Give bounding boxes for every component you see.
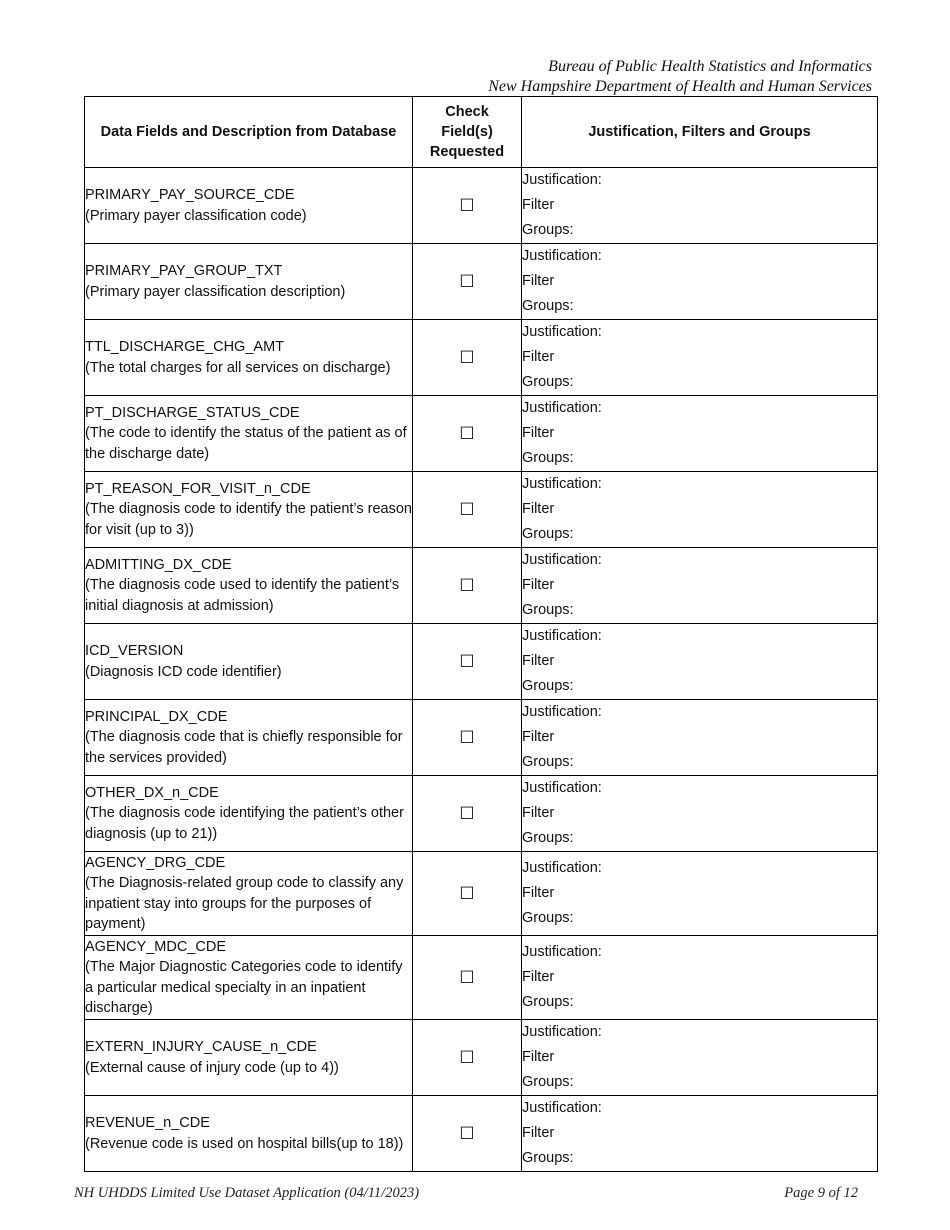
column-header-justification: Justification, Filters and Groups [522,97,878,168]
justification-label: Justification: [522,172,602,188]
field-cell [85,548,413,624]
field-description: (The total charges for all services on discharge) [85,359,391,376]
filter-label: Filter [522,1125,555,1141]
field-name: ICD_VERSION [85,643,184,659]
request-checkbox[interactable]: ☐ [459,651,475,671]
check-cell [413,548,522,624]
request-checkbox[interactable]: ☐ [459,499,475,519]
check-cell [413,472,522,548]
filter-label: Filter [522,273,555,289]
check-cell [413,168,522,244]
groups-label: Groups: [522,830,574,846]
field-description: (The code to identify the status of the patient as of the discharge date) [85,425,407,462]
table-row [85,700,878,776]
table-row [85,244,878,320]
filter-label: Filter [522,969,555,985]
table-row [85,472,878,548]
field-name: AGENCY_DRG_CDE [85,854,226,871]
justification-cell[interactable] [522,700,878,776]
check-cell [413,320,522,396]
check-cell [413,776,522,852]
justification-cell[interactable] [522,396,878,472]
filter-label: Filter [522,885,555,901]
justification-label: Justification: [522,860,602,876]
header-bureau: Bureau of Public Health Statistics and Informatics [548,58,872,75]
field-description: (The diagnosis code identifying the patient’s other diagnosis (up to 21)) [85,805,404,842]
justification-cell[interactable] [522,1020,878,1096]
check-cell [413,1020,522,1096]
field-name: PT_REASON_FOR_VISIT_n_CDE [85,480,311,497]
request-checkbox[interactable]: ☐ [459,883,475,903]
request-checkbox[interactable]: ☐ [459,195,475,215]
justification-label: Justification: [522,704,602,720]
table-row [85,1020,878,1096]
justification-label: Justification: [522,1024,602,1040]
field-description: (The diagnosis code that is chiefly responsible for the services provided) [85,729,403,766]
table-header-row [85,97,878,168]
footer-document-title: NH UHDDS Limited Use Dataset Application (04/11/2023) [74,1185,420,1201]
field-name: AGENCY_MDC_CDE [85,938,226,955]
justification-cell[interactable] [522,1096,878,1172]
groups-label: Groups: [522,602,574,618]
field-name: PRIMARY_PAY_SOURCE_CDE [85,187,295,203]
groups-label: Groups: [522,994,574,1010]
check-cell [413,624,522,700]
table-row [85,1096,878,1172]
request-checkbox[interactable]: ☐ [459,575,475,595]
justification-label: Justification: [522,400,602,416]
field-name: PRIMARY_PAY_GROUP_TXT [85,263,283,279]
justification-cell[interactable] [522,776,878,852]
field-name: PT_DISCHARGE_STATUS_CDE [85,404,300,421]
justification-cell[interactable] [522,936,878,1020]
check-cell [413,244,522,320]
field-name: PRINCIPAL_DX_CDE [85,708,228,725]
field-description: (The diagnosis code to identify the patient’s reason for visit (up to 3)) [85,501,412,538]
request-checkbox[interactable]: ☐ [459,271,475,291]
table-row [85,168,878,244]
justification-cell[interactable] [522,852,878,936]
groups-label: Groups: [522,222,574,238]
field-name: REVENUE_n_CDE [85,1115,210,1131]
column-header-fields: Data Fields and Description from Database [85,97,413,168]
table-row [85,936,878,1020]
request-checkbox[interactable]: ☐ [459,347,475,367]
filter-label: Filter [522,805,555,821]
justification-label: Justification: [522,1100,602,1116]
request-checkbox[interactable]: ☐ [459,967,475,987]
filter-label: Filter [522,501,555,517]
request-checkbox[interactable]: ☐ [459,423,475,443]
table-row [85,624,878,700]
justification-cell[interactable] [522,168,878,244]
groups-label: Groups: [522,1074,574,1090]
justification-label: Justification: [522,628,602,644]
justification-cell[interactable] [522,548,878,624]
justification-label: Justification: [522,476,602,492]
table-row [85,776,878,852]
request-checkbox[interactable]: ☐ [459,1047,475,1067]
request-checkbox[interactable]: ☐ [459,1123,475,1143]
justification-label: Justification: [522,780,602,796]
justification-cell[interactable] [522,320,878,396]
justification-cell[interactable] [522,472,878,548]
justification-label: Justification: [522,324,602,340]
groups-label: Groups: [522,1150,574,1166]
check-cell [413,396,522,472]
justification-label: Justification: [522,944,602,960]
table-row [85,548,878,624]
field-name: ADMITTING_DX_CDE [85,556,232,573]
field-cell [85,396,413,472]
field-description: (Primary payer classification code) [85,207,307,224]
groups-label: Groups: [522,374,574,390]
field-cell [85,936,413,1020]
filter-label: Filter [522,729,555,745]
filter-label: Filter [522,425,555,441]
field-description: (Primary payer classification description) [85,283,346,300]
field-description: (The Diagnosis-related group code to classify any inpatient stay into groups for the purposes of payment) [85,875,404,932]
document-header [488,57,872,97]
groups-label: Groups: [522,526,574,542]
groups-label: Groups: [522,298,574,314]
justification-cell[interactable] [522,244,878,320]
field-cell [85,852,413,936]
filter-label: Filter [522,577,555,593]
data-fields-table [84,96,878,1172]
request-checkbox[interactable]: ☐ [459,803,475,823]
column-header-check: Check Field(s) Requested [413,97,522,168]
check-cell [413,1096,522,1172]
filter-label: Filter [522,1049,555,1065]
field-cell [85,244,413,320]
table-row [85,852,878,936]
field-cell [85,168,413,244]
justification-label: Justification: [522,248,602,264]
filter-label: Filter [522,349,555,365]
field-cell [85,1096,413,1172]
table-row [85,396,878,472]
footer-page-number: Page 9 of 12 [784,1185,858,1201]
field-name: OTHER_DX_n_CDE [85,784,219,801]
request-checkbox[interactable]: ☐ [459,727,475,747]
check-cell [413,852,522,936]
groups-label: Groups: [522,450,574,466]
filter-label: Filter [522,653,555,669]
filter-label: Filter [522,197,555,213]
justification-label: Justification: [522,552,602,568]
groups-label: Groups: [522,678,574,694]
field-name: TTL_DISCHARGE_CHG_AMT [85,339,285,355]
justification-cell[interactable] [522,624,878,700]
field-cell [85,776,413,852]
header-department: New Hampshire Department of Health and Human Services [488,78,872,95]
check-cell [413,700,522,776]
field-description: (Revenue code is used on hospital bills(up to 18)) [85,1135,404,1152]
field-cell [85,700,413,776]
check-cell [413,936,522,1020]
groups-label: Groups: [522,754,574,770]
field-description: (Diagnosis ICD code identifier) [85,663,282,680]
field-cell [85,320,413,396]
field-cell [85,624,413,700]
groups-label: Groups: [522,910,574,926]
field-cell [85,472,413,548]
field-description: (External cause of injury code (up to 4)) [85,1059,339,1076]
field-name: EXTERN_INJURY_CAUSE_n_CDE [85,1039,317,1055]
field-description: (The diagnosis code used to identify the patient’s initial diagnosis at admission) [85,577,400,614]
table-row [85,320,878,396]
field-description: (The Major Diagnostic Categories code to identify a particular medical specialty in an inpatient discharge) [85,959,403,1016]
field-cell [85,1020,413,1096]
